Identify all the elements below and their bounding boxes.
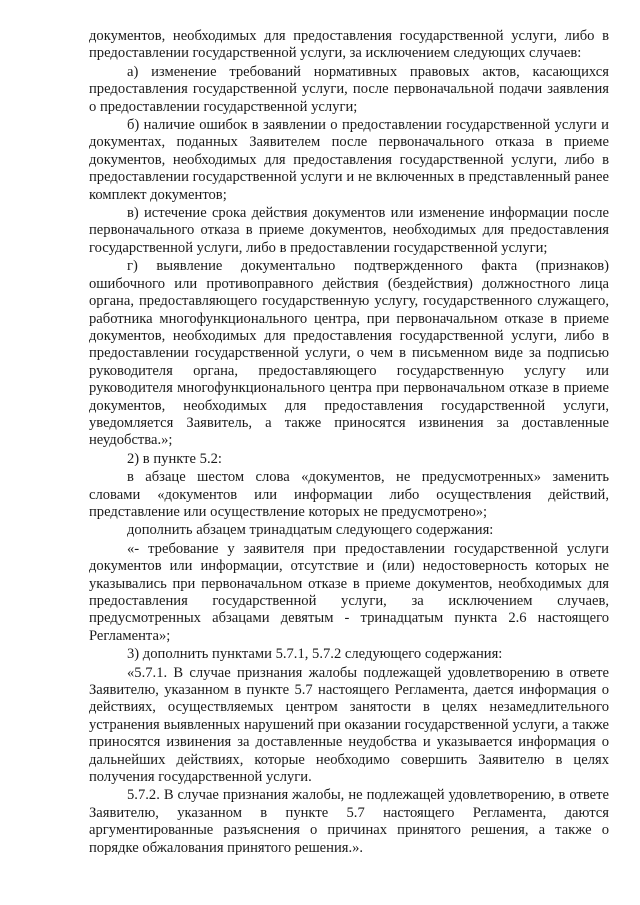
paragraph-abzac-6: в абзаце шестом слова «документов, не предусмотренных» заменить словами «документов или информации либо осуществления действий, представление или осуществление которых не предусмотрено»; <box>89 469 609 520</box>
document-body <box>89 28 609 857</box>
paragraph-item-b: б) наличие ошибок в заявлении о предоставлении государственной услуги и документах, поданных Заявителем после первоначального отказа в приеме документов, необходимых для предоставления государственной услуги, либо в предоставлении государственной услуги и не включенных в представленный ранее комплект документов; <box>89 117 609 203</box>
paragraph-abzac-13: «- требование у заявителя при предоставлении государственной услуги документов или информации, отсутствие и (или) недостоверность которых не указывались при первоначальном отказе в приеме документов, необходимых для предоставления государственной услуги, за исключением случаев, предусмотренных абзацами девятым - тринадцатым пункта 2.6 настоящего Регламента»; <box>89 540 609 644</box>
paragraph-point-2: 2) в пункте 5.2: <box>127 450 222 467</box>
paragraph-continuation: документов, необходимых для предоставления государственной услуги, либо в предоставлении государственной услуги, за исключением следующих случаев: <box>89 28 609 62</box>
paragraph-abzac-13-intro: дополнить абзацем тринадцатым следующего содержания: <box>127 522 494 539</box>
paragraph-point-3: 3) дополнить пунктами 5.7.1, 5.7.2 следующего содержания: <box>127 646 503 663</box>
paragraph-item-g: г) выявление документально подтвержденного факта (признаков) ошибочного или противоправного действия (бездействия) должностного лица органа, предоставляющего государственную услугу, государственного служащего, работника многофункционального центра, при первоначальном отказе в приеме документов, необходимых для предоставления государственной услуги, либо в предоставлении государственной услуги, о чем в письменном виде за подписью руководителя органа, предоставляющего государственную услугу или руководителя многофункционального центра при первоначальном отказе в приеме документов, необходимых для предоставления государственной услуги, уведомляется Заявитель, а также приносятся извинения за доставленные неудобства.»; <box>89 258 609 449</box>
paragraph-item-a: а) изменение требований нормативных правовых актов, касающихся предоставления государственной услуги, после первоначальной подачи заявления о предоставлении государственной услуги; <box>89 63 609 115</box>
paragraph-5-7-1: «5.7.1. В случае признания жалобы подлежащей удовлетворению в ответе Заявителю, указанном в пункте 5.7 настоящего Регламента, дается информация о действиях, осуществляемых центром занятости в целях незамедлительного устранения выявленных нарушений при оказании государственной услуги, а также приносятся извинения за доставленные неудобства и указывается информация о дальнейших действиях, которые необходимо совершить Заявителю в целях получения государственной услуги. <box>89 664 609 786</box>
paragraph-item-v: в) истечение срока действия документов или изменение информации после первоначального отказа в приеме документов, необходимых для предоставления государственной услуги, либо в предоставлении государственной услуги; <box>89 205 609 256</box>
paragraph-5-7-2: 5.7.2. В случае признания жалобы, не подлежащей удовлетворению, в ответе Заявителю, указанном в пункте 5.7 настоящего Регламента, даются аргументированные разъяснения о причинах принятого решения, а также о порядке обжалования принятого решения.». <box>89 787 609 856</box>
